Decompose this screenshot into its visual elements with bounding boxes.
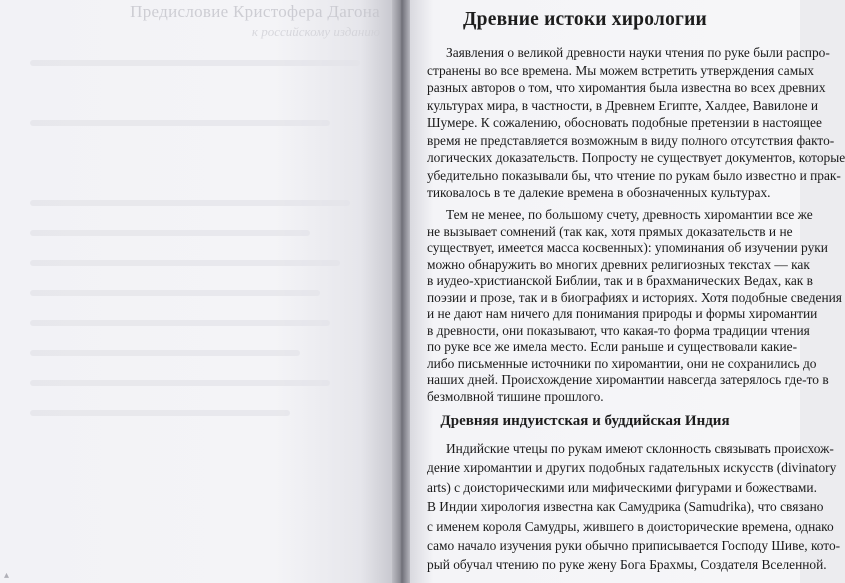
paragraph-line: и не дают нам ничего для понимания природы и формы хиромантии [427,306,818,321]
paragraph-line: Шумере. К сожалению, обосновать подобные претензии в настоящее [427,115,822,130]
paragraph-line: время не представляется возможным в виду полного отсутствия факто- [427,132,835,148]
paragraph-line: не вызывает сомнений (так как, хотя прямых доказательств и не [427,223,793,239]
bleed-through-line [30,200,350,206]
bleed-through-line [30,230,310,236]
bleed-through-line [30,290,320,296]
paragraph-line: культурах мира, в частности, в Древнем Египте, Халдее, Вавилоне и [427,97,819,113]
left-running-head: Предисловие Кристофера Дагона [130,2,380,21]
bleed-through-line [30,120,330,126]
chapter-title: Древние истоки хирологии [463,9,707,30]
paragraph-line: разных авторов о том, что хиромантия была известна во всех древних [427,80,826,95]
paragraph-line: Заявления о великой древности науки чтения по руке были распро- [446,45,830,60]
bleed-through-line [30,410,290,416]
paragraph-line: по руке все же имела место. Если раньше и существовали какие- [427,339,798,354]
paragraph-line: тиковалось в те далекие времена в обозначенных культурах. [427,185,771,200]
paragraph-line: в иудео-христианской Библии, так и в брахманических Ведах, как в [427,273,813,288]
left-page [0,0,392,583]
paragraph-line: дение хиромантии и других подобных гадательных искусств (divinatory [427,460,837,476]
paragraph-line: в древности, они показывают, что какая-то форма традиции чтения [427,322,810,338]
paragraph-line: логических доказательств. Попросту не существует документов, которые [427,150,845,165]
paragraph-line: В Индии хирология известна как Самудрика (Samudrika), что связано [427,499,824,515]
paragraph-line: убедительно показывали бы, что чтение по рукам было известно и прак- [427,167,841,183]
paragraph-line: странены во все времена. Мы можем встретить утверждения самых [427,62,814,78]
paragraph-line: безмолвной тишине прошлого. [427,388,604,404]
bleed-through-line [30,350,300,356]
paragraph-line: поэзии и прозе, так и в биографиях и историях. Хотя подобные сведения [427,289,842,305]
paragraph-line: рый обучал чтению по руке жену Бога Брахмы, Создателя Вселенной. [427,557,827,573]
right-page [410,0,845,583]
paragraph-line: существует, имеется масса косвенных): упоминания об изучении руки [427,240,828,255]
paragraph-line: само начало изучения руки обычно приписывается Господу Шиве, кото- [427,538,841,553]
paragraph-line: Индийские чтецы по рукам имеют склонность связывать происхож- [446,441,834,456]
paragraph-line: arts) с доисторическими или мифическими фигурами и божествами. [427,479,817,495]
book-gutter [392,0,410,583]
bleed-through-line [30,260,340,266]
paragraph-line: либо письменные источники по хиромантии, они не сохранились до [427,355,817,371]
paragraph-line: можно обнаружить во многих древних религиозных текстах — как [427,256,810,272]
section-title: Древняя индуистская и буддийская Индия [440,413,730,429]
left-running-subhead: к российскому изданию [251,24,380,39]
paragraph-line: наших дней. Происхождение хиромантии навсегда затерялось где-то в [427,372,829,387]
paragraph-line: Тем не менее, по большому счету, древность хиромантии все же [446,207,813,222]
bleed-through-line [30,320,330,326]
bleed-through-line [30,60,360,66]
corner-mark-icon: ▴ [4,570,10,581]
bleed-through-line [30,380,330,386]
paragraph-line: с именем короля Самудры, жившего в доисторические времена, однако [427,518,834,534]
